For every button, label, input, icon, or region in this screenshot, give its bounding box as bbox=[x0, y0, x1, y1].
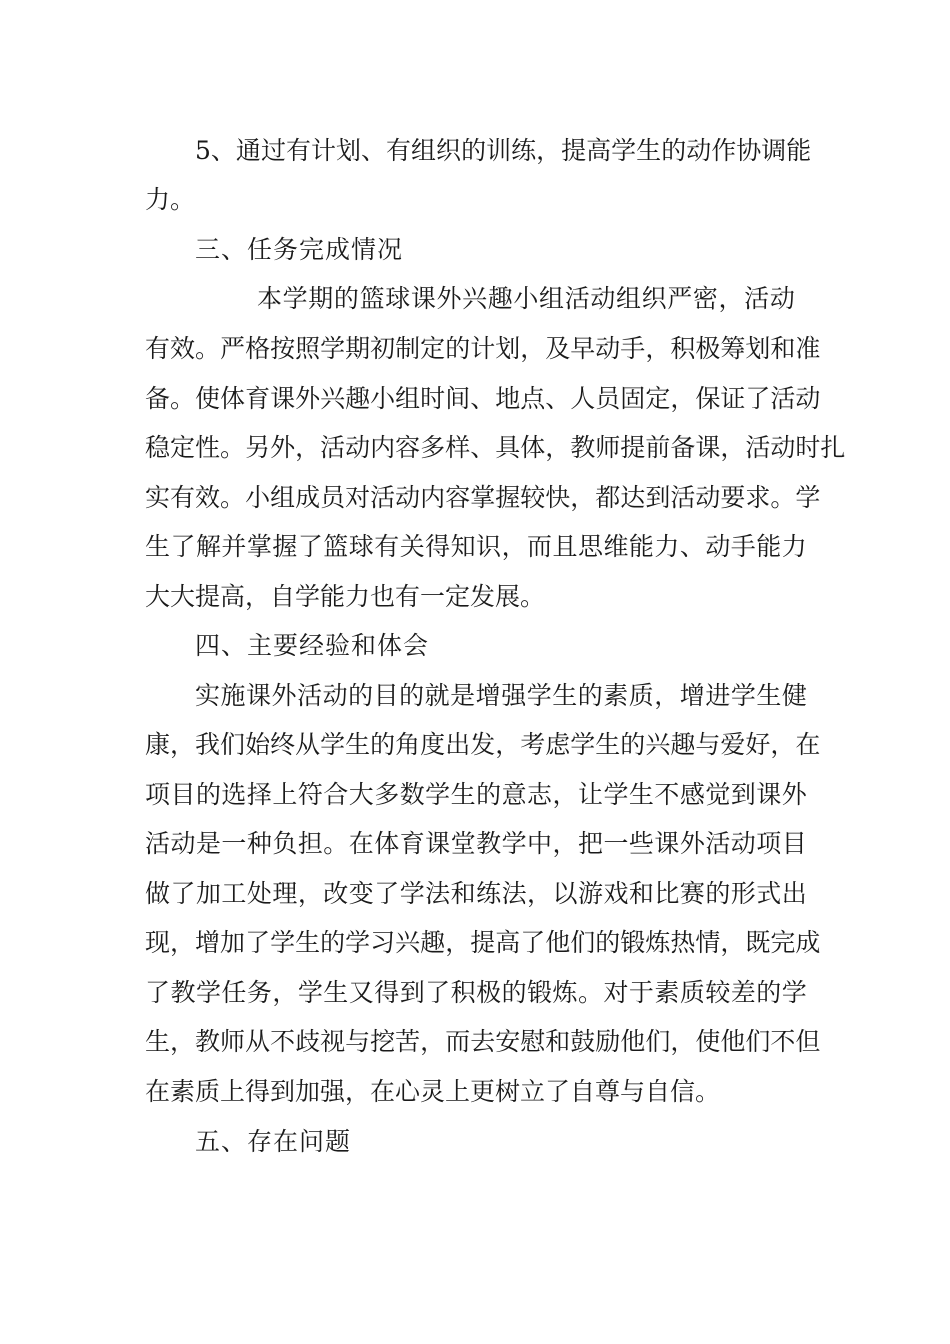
paragraph-line: 项 目 的 选 择 上 符 合 大 多 数 学 生 的 意 志 ， 让 学 生 不 感 觉 到 课 外 bbox=[145, 780, 807, 809]
section-heading: 四、主要经验和体会 bbox=[195, 631, 430, 660]
paragraph-line: 大大提高，自学能力也有一定发展。 bbox=[145, 582, 546, 611]
paragraph-line: 有 效 。 严 格 按 照 学 期 初 制 定 的 计 划 ， 及 早 动 手 ， 积 极 筹 划 和 准 bbox=[145, 334, 821, 363]
paragraph-line: 本 学 期 的 篮 球 课 外 兴 趣 小 组 活 动 组 织 严 密 ， 活 动 bbox=[257, 284, 795, 313]
paragraph-line: 现 ， 增 加 了 学 生 的 学 习 兴 趣 ， 提 高 了 他 们 的 锻 炼 热 情 ， 既 完 成 bbox=[145, 928, 821, 957]
paragraph-line: 实 施 课 外 活 动 的 目 的 就 是 增 强 学 生 的 素 质 ， 增 进 学 生 健 bbox=[195, 681, 807, 710]
paragraph-line: 生 了 解 并 掌 握 了 篮 球 有 关 得 知 识 ， 而 且 思 维 能 力 、 动 手 能 力 bbox=[145, 532, 807, 561]
paragraph-line: 了 教 学 任 务 ， 学 生 又 得 到 了 积 极 的 锻 炼 。 对 于 素 质 较 差 的 学 bbox=[145, 978, 807, 1007]
paragraph-line: 备 。 使 体 育 课 外 兴 趣 小 组 时 间 、 地 点 、 人 员 固 定 ， 保 证 了 活 动 bbox=[145, 384, 821, 413]
paragraph-line: 做 了 加 工 处 理 ， 改 变 了 学 法 和 练 法 ， 以 游 戏 和 比 赛 的 形 式 出 bbox=[145, 879, 807, 908]
paragraph-line: 活 动 是 一 种 负 担 。 在 体 育 课 堂 教 学 中 ， 把 一 些 课 外 活 动 项 目 bbox=[145, 829, 807, 858]
paragraph-line: 康 ， 我 们 始 终 从 学 生 的 角 度 出 发 ， 考 虑 学 生 的 兴 趣 与 爱 好 ， 在 bbox=[145, 730, 821, 759]
paragraph-line: 在素质上得到加强，在心灵上更树立了自尊与自信。 bbox=[145, 1077, 721, 1106]
paragraph-line: 实 有 效 。 小 组 成 员 对 活 动 内 容 掌 握 较 快 ， 都 达 到 活 动 要 求 。 学 bbox=[145, 483, 821, 512]
paragraph-line: 生 ， 教 师 从 不 歧 视 与 挖 苦 ， 而 去 安 慰 和 鼓 励 他 们 ， 使 他 们 不 但 bbox=[145, 1027, 821, 1056]
paragraph-line: 稳 定 性 。 另 外 ， 活 动 内 容 多 样 、 具 体 ， 教 师 提 前 备 课 ， 活 动 时 扎 bbox=[145, 433, 846, 462]
section-heading: 五、存在问题 bbox=[195, 1127, 352, 1156]
paragraph-line: 力。 bbox=[145, 185, 196, 214]
section-heading: 三、任务完成情况 bbox=[195, 235, 404, 264]
paragraph-line: 5 、 通 过 有 计 划 、 有 组 织 的 训 练 ， 提 高 学 生 的 动 作 协 调 能 bbox=[195, 136, 812, 165]
